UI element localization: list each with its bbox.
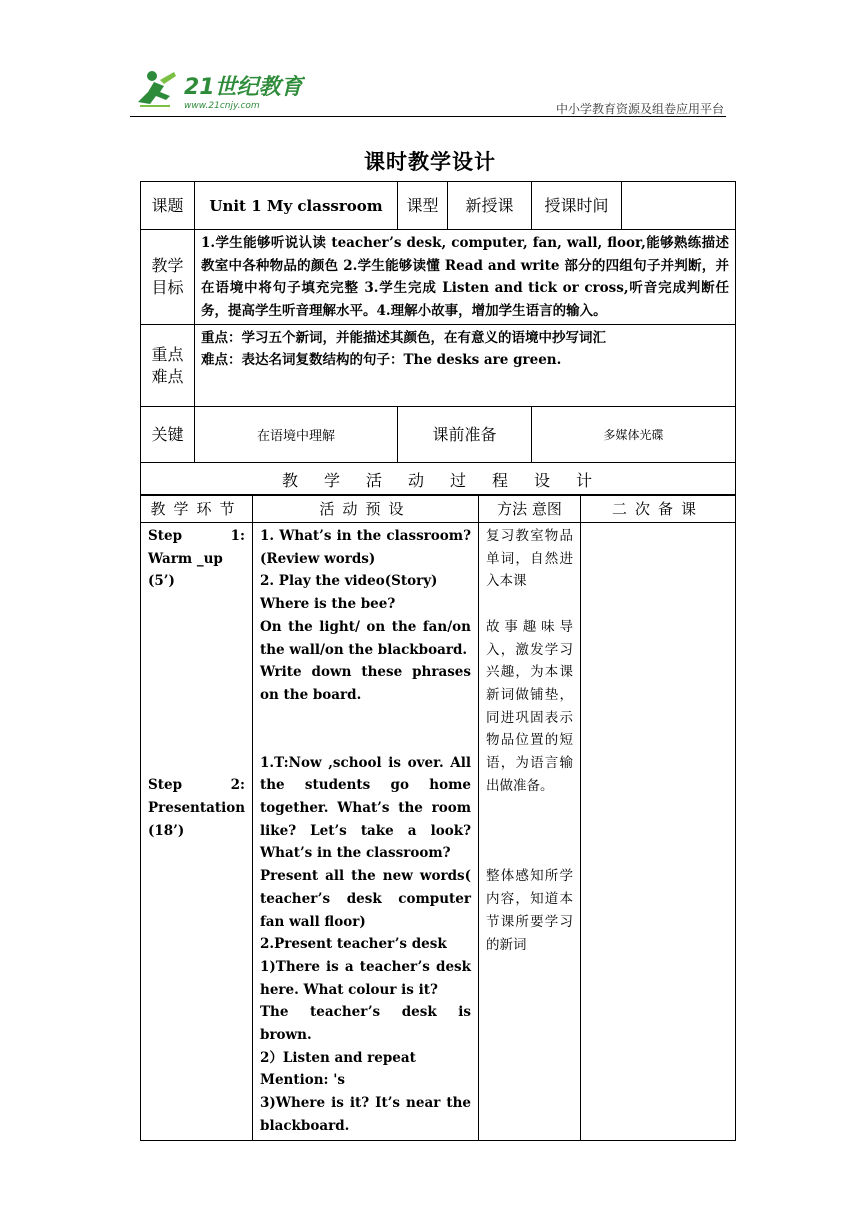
stage-cell <box>141 523 253 1141</box>
method-3: 整体感知所学内容，知道本节课所要学习的新词 <box>486 868 573 953</box>
process-table <box>140 494 736 1141</box>
step2-label: Step 2: Presentation <box>148 777 246 816</box>
keypoints-label: 重点难点 <box>141 325 195 407</box>
time-label: 授课时间 <box>532 182 622 230</box>
method-1: 复习教室物品单词，自然进入本课 <box>486 528 573 590</box>
difficulty: 难点：表达名词复数结构的句子：The desks are green. <box>201 352 562 368</box>
logo <box>130 62 305 114</box>
prep-label: 课前准备 <box>398 407 532 463</box>
keypoints-cell <box>195 325 736 407</box>
method-2: 故事趣味导入，激发学习兴趣，为本课新词做铺垫，同进巩固表示物品位置的短语，为语言输出做准备。 <box>486 618 573 794</box>
activity-10: The teacher’s desk is brown. <box>260 1004 471 1044</box>
logo-text: 21世纪教育 <box>184 75 303 100</box>
logo-url: www.21cnjy.com <box>184 101 260 111</box>
col-method: 方法 意图 <box>479 495 581 523</box>
activity-8: 2.Present teacher’s desk <box>260 936 447 953</box>
goals-text: 1.学生能够听说认读 teacher’s desk, computer, fan, wall, floor,能够熟练描述教室中各种物品的颜色 2.学生能够读懂 Read and write 部分的四组句子并判断，并在语境中将句子填充完整 3.学生完成 Listen and tick or cross,听音完成判断任务，提高学生听音理解水平。4.理解小故事，增加学生语言的输入。 <box>195 230 736 325</box>
page-title: 课时教学设计 <box>364 149 496 174</box>
page-header <box>130 62 726 118</box>
goals-label: 教学目标 <box>141 230 195 325</box>
step2-time: (18’) <box>148 822 185 839</box>
activity-7: Present all the new words( teacher’s desk computer fan wall floor) <box>260 868 471 930</box>
activity-2: 2. Play the video(Story) <box>260 573 438 590</box>
key-value: 在语境中理解 <box>195 407 398 463</box>
activity-9: 1)There is a teacher’s desk here. What colour is it? <box>260 958 471 998</box>
info-table <box>140 181 736 496</box>
activity-6: 1.T:Now ,school is over. All the students go home together. What’s the room like? Let’s take a look? What’s in the classroom? <box>260 754 471 862</box>
activity-3: Where is the bee? <box>260 596 396 613</box>
activity-13: 3)Where is it? It’s near the blackboard. <box>260 1095 471 1134</box>
activity-4: On the light/ on the fan/on the wall/on the blackboard. <box>260 618 471 658</box>
header-divider <box>130 116 726 117</box>
col-second: 二次备课 <box>581 495 736 523</box>
step1-time: (5’) <box>148 573 175 590</box>
col-stage: 教学环节 <box>141 495 253 523</box>
step1-label: Step 1: Warm _up <box>148 528 245 567</box>
topic-label: 课题 <box>141 182 195 230</box>
time-value <box>622 182 736 230</box>
activity-cell <box>253 523 479 1141</box>
type-value: 新授课 <box>448 182 532 230</box>
key-label: 关键 <box>141 407 195 463</box>
platform-name: 中小学教育资源及组卷应用平台 <box>555 102 724 116</box>
prep-value: 多媒体光碟 <box>532 407 736 463</box>
col-activity: 活动预设 <box>253 495 479 523</box>
process-title: 教学活动过程设计 <box>141 463 736 496</box>
method-cell <box>479 523 581 1141</box>
topic-value: Unit 1 My classroom <box>195 182 398 230</box>
activity-11: 2）Listen and repeat <box>260 1049 416 1066</box>
keypoint: 重点：学习五个新词，并能描述其颜色，在有意义的语境中抄写词汇 <box>201 330 606 346</box>
activity-5: Write down these phrases on the board. <box>260 664 471 703</box>
type-label: 课型 <box>398 182 448 230</box>
activity-12: Mention: 's <box>260 1072 345 1089</box>
second-prep-cell <box>581 523 736 1141</box>
activity-1: 1. What’s in the classroom? (Review words) <box>260 528 471 567</box>
